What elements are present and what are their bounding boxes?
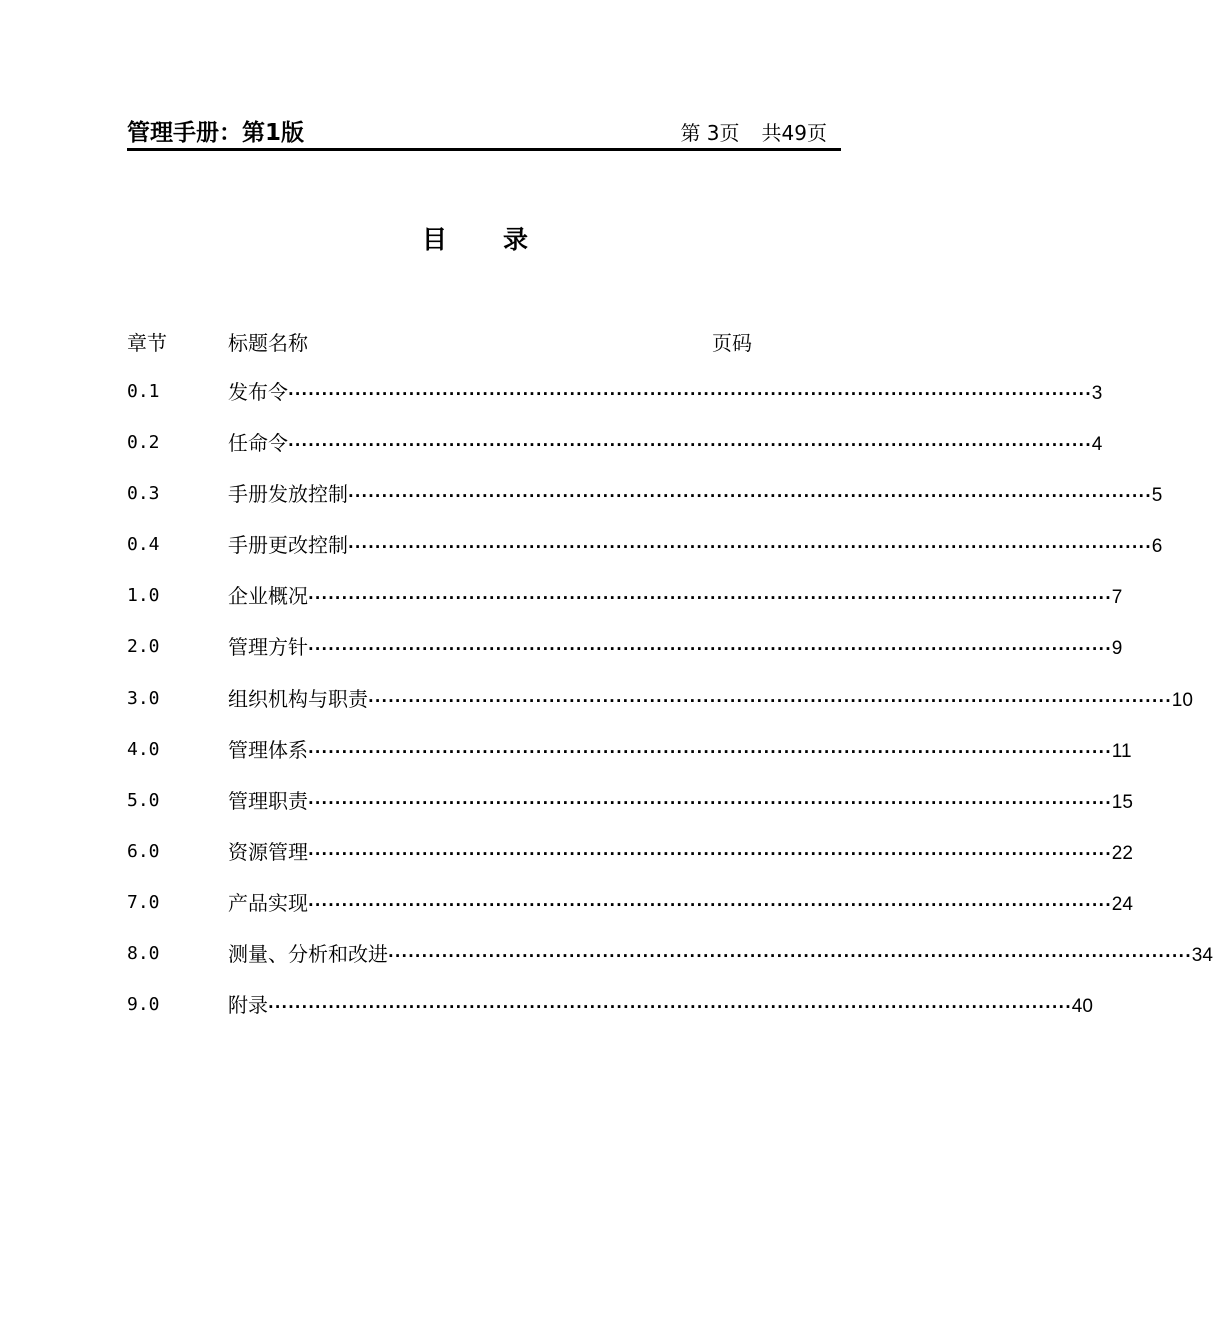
- toc-entry[interactable]: [127, 378, 1103, 429]
- toc-entry[interactable]: [127, 736, 1132, 787]
- toc-dot-leader: ························································································································: [308, 742, 1112, 761]
- toc-entry-title: 手册更改控制: [228, 533, 348, 558]
- toc-entry[interactable]: [127, 889, 1133, 940]
- toc-entry-number: 2.0: [127, 636, 160, 658]
- toc-entry[interactable]: [127, 991, 1093, 1042]
- toc-dot-leader: ························································································································: [348, 538, 1152, 557]
- toc-entry-line: [228, 736, 1132, 766]
- toc-dot-leader: ························································································································: [268, 998, 1072, 1017]
- toc-entry-line: [228, 480, 1163, 510]
- toc-dot-leader: ························································································································: [348, 487, 1152, 506]
- page-indicator: [680, 117, 827, 146]
- toc-entry-page: 7: [1111, 587, 1123, 609]
- toc-entry-page: 9: [1111, 638, 1123, 660]
- toc-entry-number: 0.3: [127, 483, 160, 505]
- toc-dot-leader: ························································································································: [288, 436, 1092, 455]
- toc-entry-title: 企业概况: [228, 584, 308, 609]
- toc-entry-title: 管理方针: [228, 635, 308, 660]
- toc-entry-title: 管理职责: [228, 788, 308, 813]
- toc-entry-number: 0.1: [127, 381, 160, 402]
- toc-entry-number: 7.0: [127, 891, 160, 913]
- toc-entry-line: [228, 838, 1133, 868]
- toc-entry-number: 0.2: [127, 432, 160, 454]
- toc-entry-number: 0.4: [127, 534, 160, 556]
- toc-entry-title: 产品实现: [228, 890, 308, 915]
- manual-title: 管理手册：第1版: [127, 120, 305, 146]
- toc-entry-line: [228, 889, 1133, 919]
- toc-entry-line: [228, 531, 1163, 561]
- current-page: 第 3页: [680, 121, 740, 145]
- toc-dot-leader: ························································································································: [308, 640, 1112, 659]
- toc-entry-number: 3.0: [127, 687, 160, 709]
- toc-entry-title: 附录: [228, 993, 268, 1018]
- toc-column-headers: [127, 327, 752, 355]
- toc-entry-line: [228, 429, 1103, 459]
- toc-entry[interactable]: [127, 480, 1163, 531]
- toc-entry-number: 6.0: [127, 840, 160, 862]
- toc-entry-line: [228, 940, 1213, 970]
- toc-dot-leader: ························································································································: [308, 589, 1112, 608]
- total-pages: 共49页: [761, 121, 827, 145]
- toc-dot-leader: ························································································································: [288, 385, 1092, 403]
- toc-entry-line: [228, 378, 1103, 408]
- toc-entry-page: 15: [1111, 791, 1133, 813]
- toc-entry-line: [228, 787, 1133, 817]
- toc-entry-line: [228, 991, 1093, 1021]
- column-header-chapter: 章节: [127, 331, 167, 355]
- toc-entry-page: 11: [1111, 740, 1132, 762]
- toc-entry-page: 3: [1091, 383, 1103, 404]
- toc-entry-line: [228, 582, 1123, 612]
- toc-entry[interactable]: [127, 685, 1193, 736]
- toc-entry-title: 手册发放控制: [228, 482, 348, 507]
- toc-entry[interactable]: [127, 582, 1123, 633]
- toc-entry-page: 5: [1151, 485, 1163, 507]
- toc-entry-page: 10: [1171, 689, 1193, 711]
- toc-entry[interactable]: [127, 429, 1103, 480]
- toc-dot-leader: ························································································································: [308, 844, 1112, 863]
- toc-entry[interactable]: [127, 633, 1123, 684]
- toc-entry-number: 1.0: [127, 585, 160, 607]
- toc-entry-number: 9.0: [127, 994, 160, 1016]
- toc-dot-leader: ························································································································: [308, 895, 1112, 914]
- toc-entry-number: 8.0: [127, 943, 160, 965]
- toc-entry-title: 发布令: [228, 380, 288, 404]
- toc-entry[interactable]: [127, 531, 1163, 582]
- page-header: [127, 112, 841, 151]
- toc-dot-leader: ························································································································: [368, 691, 1172, 710]
- toc-entry[interactable]: [127, 838, 1133, 889]
- column-header-page: 页码: [712, 331, 752, 355]
- toc-entry-number: 4.0: [127, 738, 160, 760]
- column-header-title: 标题名称: [228, 331, 308, 355]
- toc-entry-page: 34: [1191, 945, 1213, 967]
- toc-list: [127, 378, 1213, 1042]
- toc-entry-line: [228, 633, 1123, 663]
- toc-entry-title: 组织机构与职责: [228, 686, 368, 711]
- toc-entry-page: 22: [1111, 842, 1133, 864]
- toc-entry-title: 任命令: [228, 431, 288, 456]
- toc-entry-page: 40: [1071, 996, 1093, 1018]
- toc-entry-page: 6: [1151, 536, 1163, 558]
- toc-entry-title: 管理体系: [228, 737, 308, 762]
- toc-entry-line: [228, 685, 1193, 715]
- toc-entry[interactable]: [127, 940, 1213, 991]
- toc-entry-page: 4: [1091, 434, 1103, 456]
- toc-entry-page: 24: [1111, 893, 1133, 915]
- toc-entry[interactable]: [127, 787, 1133, 838]
- toc-dot-leader: ························································································································: [388, 947, 1192, 966]
- toc-title: 目录: [421, 225, 584, 254]
- toc-dot-leader: ························································································································: [308, 793, 1112, 812]
- toc-entry-title: 资源管理: [228, 839, 308, 864]
- toc-entry-title: 测量、分析和改进: [228, 942, 388, 967]
- toc-entry-number: 5.0: [127, 789, 160, 811]
